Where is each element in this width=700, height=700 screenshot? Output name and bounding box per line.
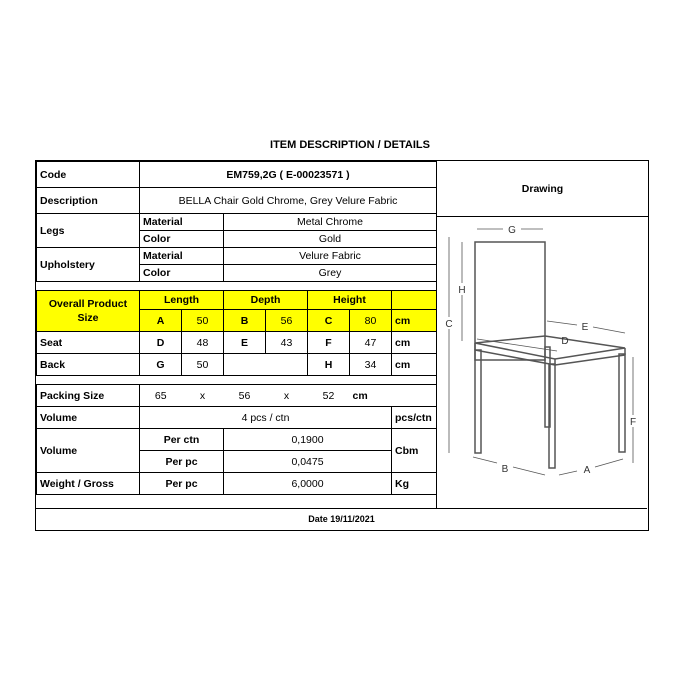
dim-label-d: D — [561, 336, 569, 347]
overall-length-value: 50 — [182, 310, 224, 332]
back-label: Back — [37, 354, 140, 376]
cbm-per-ctn-label: Per ctn — [140, 429, 224, 451]
overall-length-letter: A — [140, 310, 182, 332]
overall-depth-value: 56 — [266, 310, 308, 332]
overall-height-value: 80 — [350, 310, 392, 332]
seat-height-value: 47 — [350, 332, 392, 354]
seat-unit: cm — [392, 332, 437, 354]
upholstery-material-label: Material — [140, 248, 224, 265]
dim-label-g: G — [508, 225, 516, 236]
chair-leg-back-right — [545, 347, 550, 427]
legs-material-value: Metal Chrome — [224, 214, 437, 231]
chair-leg-front-right — [619, 354, 625, 452]
dim-label-h: H — [458, 285, 466, 296]
seat-length-letter: D — [140, 332, 182, 354]
packing-size-label: Packing Size — [37, 385, 140, 407]
back-height-value: 34 — [350, 354, 392, 376]
description-label: Description — [37, 188, 140, 214]
back-length-letter: G — [140, 354, 182, 376]
packing-width: 56 — [224, 385, 266, 407]
packing-x2: x — [266, 385, 308, 407]
height-header: Height — [308, 291, 392, 310]
chair-drawing — [437, 217, 648, 507]
legs-material-label: Material — [140, 214, 224, 231]
overall-depth-letter: B — [224, 310, 266, 332]
packing-height: 52 — [308, 385, 350, 407]
footer-date: Date 19/11/2021 — [36, 508, 647, 530]
overall-size-label: Overall Product Size — [37, 291, 140, 332]
upholstery-color-value: Grey — [224, 265, 437, 282]
legs-label: Legs — [37, 214, 140, 248]
back-length-value: 50 — [182, 354, 224, 376]
weight-unit: Kg — [392, 473, 437, 495]
back-unit: cm — [392, 354, 437, 376]
dim-label-e: E — [581, 322, 589, 333]
cbm-per-pc-label: Per pc — [140, 451, 224, 473]
length-header: Length — [140, 291, 224, 310]
chair-outline — [475, 242, 625, 468]
dim-label-c: C — [445, 319, 453, 330]
seat-depth-letter: E — [224, 332, 266, 354]
legs-color-label: Color — [140, 231, 224, 248]
seat-label: Seat — [37, 332, 140, 354]
upholstery-material-value: Velure Fabric — [224, 248, 437, 265]
packing-length: 65 — [140, 385, 182, 407]
document-title: ITEM DESCRIPTION / DETAILS — [270, 139, 430, 151]
weight-label: Weight / Gross — [37, 473, 140, 495]
upholstery-label: Upholstery — [37, 248, 140, 282]
packing-unit: cm — [350, 385, 392, 407]
dimension-lines — [449, 229, 633, 475]
dim-label-b: B — [501, 464, 509, 475]
volume-unit: pcs/ctn — [392, 407, 437, 429]
upholstery-color-label: Color — [140, 265, 224, 282]
dim-label-a: A — [583, 465, 591, 476]
code-value: EM759,2G ( E-00023571 ) — [140, 162, 437, 188]
drawing-panel — [436, 161, 648, 508]
description-value: BELLA Chair Gold Chrome, Grey Velure Fabric — [140, 188, 437, 214]
packing-x1: x — [182, 385, 224, 407]
depth-header: Depth — [224, 291, 308, 310]
overall-height-letter: C — [308, 310, 350, 332]
drawing-label: Drawing — [437, 161, 648, 217]
cbm-per-pc-value: 0,0475 — [224, 451, 392, 473]
weight-value: 6,0000 — [224, 473, 392, 495]
weight-per-pc-label: Per pc — [140, 473, 224, 495]
overall-unit: cm — [392, 310, 437, 332]
cbm-label: Volume — [37, 429, 140, 473]
back-height-letter: H — [308, 354, 350, 376]
seat-height-letter: F — [308, 332, 350, 354]
chair-leg-back-left — [475, 350, 481, 453]
seat-depth-value: 43 — [266, 332, 308, 354]
cbm-unit: Cbm — [392, 429, 437, 473]
volume-value: 4 pcs / ctn — [140, 407, 392, 429]
spec-table — [36, 161, 437, 495]
cbm-per-ctn-value: 0,1900 — [224, 429, 392, 451]
spec-sheet — [35, 160, 649, 531]
dim-label-f: F — [629, 417, 637, 428]
volume-label: Volume — [37, 407, 140, 429]
legs-color-value: Gold — [224, 231, 437, 248]
code-label: Code — [37, 162, 140, 188]
seat-length-value: 48 — [182, 332, 224, 354]
